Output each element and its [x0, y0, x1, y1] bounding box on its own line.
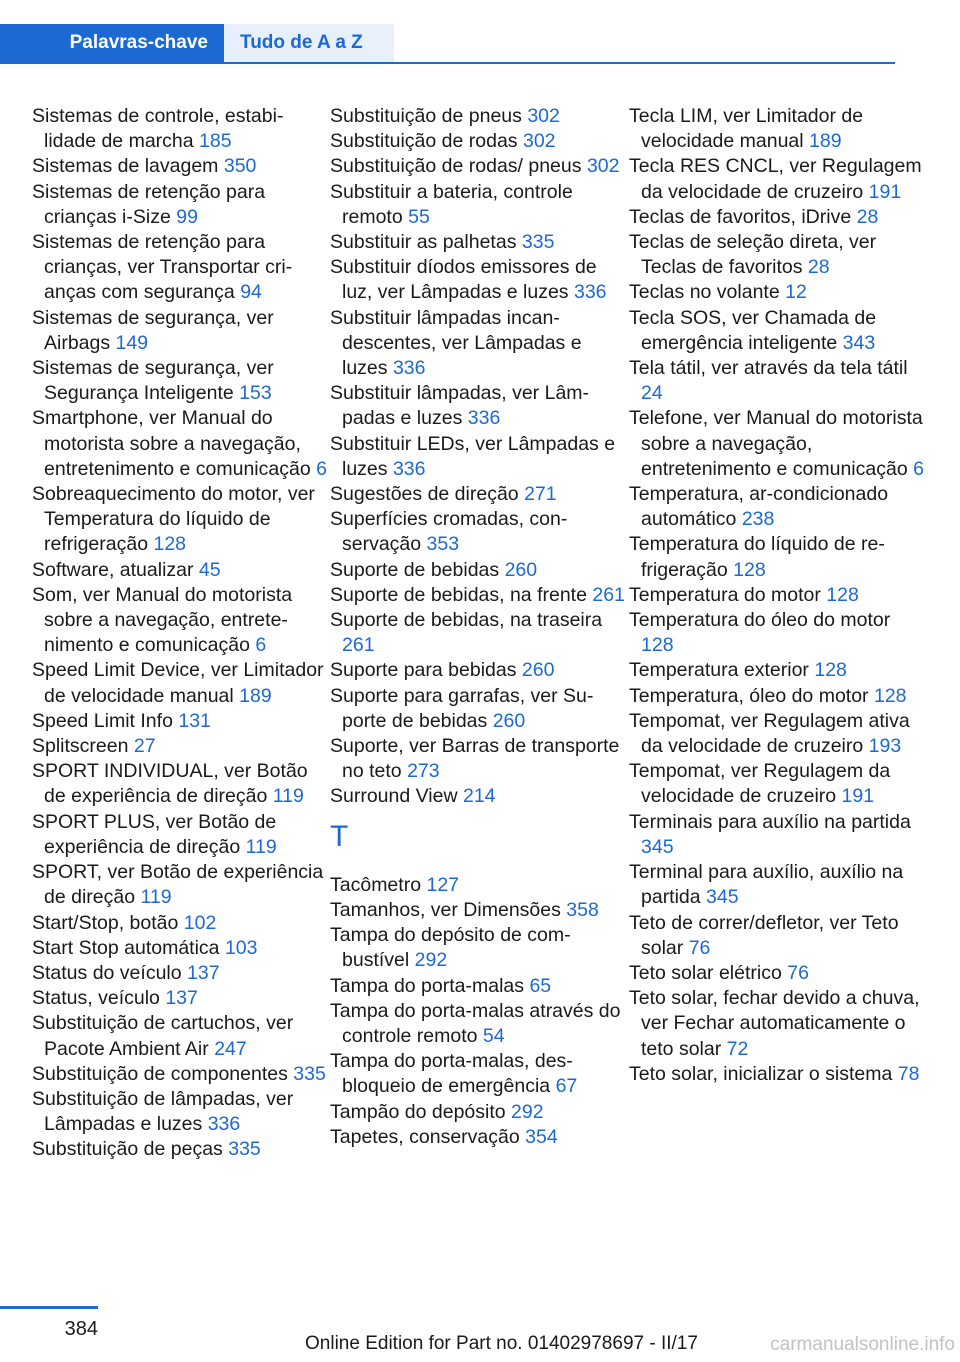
- entry-text: Tamanhos, ver Dimensões: [330, 898, 561, 921]
- page-reference-link[interactable]: 102: [183, 911, 217, 934]
- index-entry: [32, 583, 328, 659]
- entry-text: Sistemas de lavagem: [32, 155, 219, 178]
- index-entry: [330, 129, 626, 154]
- entry-text: Sistemas de segurança, ver Segurança Inteligente: [32, 357, 274, 405]
- index-entry: [32, 230, 328, 306]
- index-entry: [32, 986, 328, 1011]
- index-entry: [32, 936, 328, 961]
- page-reference-link[interactable]: 76: [787, 961, 809, 984]
- entry-text: Substituir LEDs, ver Lâmpadas e luzes: [330, 432, 616, 480]
- entry-text: Tampa do porta-malas: [330, 974, 525, 997]
- index-entry: [629, 306, 925, 356]
- entry-text: Suporte, ver Barras de transporte no teto: [330, 735, 620, 783]
- index-entry: [629, 356, 925, 406]
- entry-text: Smartphone, ver Manual do motorista sobre a navegação, entretenimento e comunicação: [32, 407, 311, 480]
- page-reference-link[interactable]: 99: [176, 205, 198, 228]
- page-reference-link[interactable]: 119: [245, 835, 277, 858]
- index-entry: [629, 104, 925, 154]
- page-reference-link[interactable]: 6: [913, 457, 924, 480]
- page-reference-link[interactable]: 103: [224, 936, 258, 959]
- index-entry: [330, 608, 626, 658]
- footer-rule: [0, 1306, 98, 1309]
- index-entry: [32, 558, 328, 583]
- index-entry: [32, 734, 328, 759]
- entry-text: Temperatura do líquido de refrigeração: [629, 533, 885, 581]
- edition-note: Online Edition for Part no. 01402978697 - II/17: [305, 1333, 698, 1354]
- page-reference-link[interactable]: 336: [392, 457, 426, 480]
- entry-text: Substituição de pneus: [330, 105, 522, 127]
- entry-text: Telefone, ver Manual do motorista sobre a navegação, entretenimento e comunicação: [629, 407, 923, 480]
- page-reference-link[interactable]: 302: [527, 105, 560, 127]
- entry-text: Suporte de bebidas, na traseira: [330, 609, 603, 632]
- index-entry: [32, 658, 328, 708]
- page-reference-link[interactable]: 54: [482, 1024, 505, 1047]
- entry-text: Tecla SOS, ver Chamada de emergência inteligente: [629, 306, 877, 354]
- index-entry: [330, 558, 626, 583]
- index-entry: [32, 709, 328, 734]
- entry-text: Suporte para bebidas: [330, 659, 517, 682]
- index-entry: [330, 898, 626, 923]
- watermark-logo: carmanualsonline.info: [770, 1334, 955, 1355]
- index-entry: [629, 532, 925, 582]
- page-reference-link[interactable]: 137: [165, 987, 198, 1010]
- index-entry: [32, 810, 328, 860]
- index-entry: [629, 709, 925, 759]
- entry-text: Sistemas de retenção para crianças i-Size: [32, 180, 266, 228]
- page-reference-link[interactable]: 260: [504, 558, 538, 581]
- index-entry: [32, 1087, 328, 1137]
- index-entry: [629, 406, 925, 482]
- page-reference-link[interactable]: 273: [407, 760, 440, 783]
- entry-text: Tampão do depósito: [330, 1100, 506, 1123]
- page-number: 384: [64, 1318, 98, 1340]
- index-entry: [330, 180, 626, 230]
- entry-text: Suporte para garrafas, ver Suporte de bebidas: [330, 684, 594, 732]
- entry-text: Substituição de componentes: [32, 1062, 288, 1085]
- entry-text: Start Stop automática: [32, 936, 220, 959]
- index-entry: [629, 961, 925, 986]
- index-entry: [330, 381, 626, 431]
- page-reference-link[interactable]: 260: [492, 709, 526, 732]
- index-entry: [330, 583, 626, 608]
- index-entry: [629, 684, 925, 709]
- page-reference-link[interactable]: 191: [841, 785, 875, 808]
- entry-text: Substituir lâmpadas incandescentes, ver Lâmpadas e luzes: [330, 306, 582, 380]
- index-entry: [32, 154, 328, 179]
- section-letter-heading: T: [330, 819, 349, 853]
- page-reference-link[interactable]: 214: [462, 785, 496, 808]
- entry-text: Substituir as palhetas: [330, 231, 517, 254]
- entry-text: Tacômetro: [330, 873, 422, 896]
- page-reference-link[interactable]: 260: [521, 659, 555, 682]
- page-reference-link[interactable]: 76: [688, 936, 711, 959]
- entry-text: Substituição de rodas: [330, 130, 518, 153]
- index-entry: [32, 406, 328, 482]
- entry-text: Tecla LIM, ver Limitador de velocidade manual: [629, 105, 864, 153]
- page-reference-link[interactable]: 191: [868, 180, 902, 203]
- page-reference-link[interactable]: 358: [566, 898, 599, 921]
- index-entry: [32, 482, 328, 558]
- page-reference-link[interactable]: 336: [207, 1113, 241, 1136]
- index-entry: [629, 608, 925, 658]
- entry-text: Status do veículo: [32, 961, 182, 984]
- index-entry: [32, 860, 328, 910]
- entry-text: Sistemas de retenção para crianças, ver Transportar crianças com segurança: [32, 231, 293, 304]
- page-reference-link[interactable]: 345: [641, 835, 674, 858]
- entry-text: Sistemas de segurança, ver Airbags: [32, 306, 274, 354]
- entry-text: Tampa do porta-malas através do controle remoto: [330, 999, 621, 1047]
- entry-text: Sistemas de controle, estabilidade de marcha: [32, 105, 284, 153]
- page-reference-link[interactable]: 12: [785, 281, 807, 304]
- page-reference-link[interactable]: 336: [573, 281, 607, 304]
- index-entry: [629, 986, 925, 1062]
- index-entry: [330, 658, 626, 683]
- index-entry: [32, 1011, 328, 1061]
- page-reference-link[interactable]: 335: [521, 231, 555, 254]
- entry-text: Teto solar elétrico: [629, 961, 782, 984]
- entry-text: Substituição de peças: [32, 1138, 223, 1161]
- page-reference-link[interactable]: 128: [873, 684, 907, 707]
- index-entry: [32, 104, 328, 154]
- index-entry: [330, 1100, 626, 1125]
- page-reference-link[interactable]: 128: [153, 533, 187, 556]
- page-reference-link[interactable]: 131: [178, 709, 211, 732]
- entry-text: Substituição de lâmpadas, ver Lâmpadas e luzes: [32, 1087, 294, 1136]
- entry-text: Splitscreen: [32, 735, 129, 758]
- entry-text: Teto solar, inicializar o sistema: [629, 1062, 893, 1085]
- page-reference-link[interactable]: 353: [426, 533, 460, 556]
- index-entry: [330, 1125, 626, 1150]
- index-entry: [330, 734, 626, 784]
- index-entry: [330, 230, 626, 255]
- page-reference-link[interactable]: 189: [809, 130, 842, 153]
- index-entry: [330, 923, 626, 973]
- entry-text: Tecla RES CNCL, ver Regulagem da velocidade de cruzeiro: [629, 155, 922, 203]
- entry-text: Temperatura exterior: [629, 659, 809, 682]
- page-reference-link[interactable]: 27: [133, 735, 156, 758]
- entry-text: Teclas no volante: [629, 281, 780, 304]
- page-reference-link[interactable]: 271: [524, 483, 557, 506]
- page-reference-link[interactable]: 6: [255, 634, 267, 657]
- page-reference-link[interactable]: 127: [426, 873, 460, 896]
- page-reference-link[interactable]: 189: [239, 684, 272, 707]
- index-entry: [32, 1062, 328, 1087]
- page-reference-link[interactable]: 128: [826, 583, 859, 606]
- index-entry: [330, 154, 626, 179]
- page-reference-link[interactable]: 24: [641, 382, 663, 405]
- index-entry: [629, 230, 925, 280]
- index-entry: [330, 255, 626, 305]
- entry-text: Som, ver Manual do motorista sobre a navegação, entretenimento e comunicação: [32, 583, 293, 657]
- entry-text: Teclas de seleção direta, ver Teclas de favoritos: [629, 231, 877, 279]
- page-reference-link[interactable]: 292: [511, 1100, 544, 1123]
- entry-text: Suporte de bebidas, na frente: [330, 583, 587, 606]
- index-column-3: [629, 104, 925, 1087]
- entry-text: Tela tátil, ver através da tela tátil: [629, 357, 908, 380]
- index-entry: [629, 911, 925, 961]
- index-entry: [32, 759, 328, 809]
- index-entry: [32, 306, 328, 356]
- entry-text: Sugestões de direção: [330, 483, 519, 506]
- page-reference-link[interactable]: 336: [392, 357, 426, 380]
- entry-text: SPORT PLUS, ver Botão de experiência de direção: [32, 810, 277, 858]
- tab-palavras-chave[interactable]: Palavras-chave: [0, 24, 224, 62]
- page-reference-link[interactable]: 261: [592, 583, 625, 606]
- page-reference-link[interactable]: 67: [555, 1075, 578, 1098]
- page-reference-link[interactable]: 302: [522, 130, 556, 153]
- index-entry: [32, 911, 328, 936]
- index-entry: [629, 759, 925, 809]
- page-reference-link[interactable]: 335: [228, 1138, 261, 1161]
- entry-text: Substituir a bateria, controle remoto: [330, 180, 573, 228]
- entry-text: Tempomat, ver Regulagem ativa da velocidade de cruzeiro: [629, 709, 910, 758]
- page-reference-link[interactable]: 292: [414, 949, 448, 972]
- entry-text: Suporte de bebidas: [330, 558, 500, 581]
- entry-text: Tampa do porta-malas, desbloqueio de emergência: [330, 1050, 573, 1098]
- page-reference-link[interactable]: 302: [586, 155, 620, 178]
- index-entry: [330, 104, 626, 129]
- page-reference-link[interactable]: 94: [240, 281, 262, 304]
- index-entry: [330, 974, 626, 999]
- index-entry: [629, 1062, 925, 1087]
- page-reference-link[interactable]: 119: [140, 886, 172, 909]
- page-reference-link[interactable]: 193: [868, 735, 902, 758]
- entry-text: Status, veículo: [32, 987, 160, 1010]
- entry-text: Temperatura do óleo do motor: [629, 609, 891, 632]
- entry-text: SPORT, ver Botão de experiência de direção: [32, 861, 324, 909]
- index-entry: [32, 1137, 328, 1162]
- page-reference-link[interactable]: 149: [115, 331, 149, 354]
- entry-text: Tempomat, ver Regulagem da velocidade de cruzeiro: [629, 760, 891, 808]
- entry-text: Teto de correr/defletor, ver Teto solar: [629, 911, 899, 959]
- entry-text: Superfícies cromadas, conservação: [330, 508, 568, 556]
- entry-text: Teclas de favoritos, iDrive: [629, 205, 852, 228]
- entry-text: Sobreaquecimento do motor, ver Temperatura do líquido de refrigeração: [32, 483, 315, 556]
- entry-text: Tapetes, conservação: [330, 1125, 520, 1148]
- entry-text: Temperatura do motor: [629, 583, 821, 606]
- index-entry: [330, 507, 626, 557]
- page-reference-link[interactable]: 72: [726, 1037, 749, 1060]
- index-entry: [330, 432, 626, 482]
- entry-text: SPORT INDIVIDUAL, ver Botão de experiência de direção: [32, 760, 308, 808]
- page-reference-link[interactable]: 336: [467, 407, 501, 430]
- index-entry: [629, 154, 925, 204]
- page-reference-link[interactable]: 65: [529, 974, 552, 997]
- entry-text: Substituição de rodas/ pneus: [330, 155, 582, 178]
- entry-text: Substituir lâmpadas, ver Lâmpadas e luzes: [330, 382, 590, 430]
- index-entry: [629, 658, 925, 683]
- page-reference-link[interactable]: 350: [223, 155, 257, 178]
- index-entry: [330, 999, 626, 1049]
- tab-tudo-de-a-a-z[interactable]: Tudo de A a Z: [224, 24, 394, 62]
- entry-text: Speed Limit Device, ver Limitador de velocidade manual: [32, 659, 324, 707]
- page-reference-link[interactable]: 137: [187, 961, 220, 984]
- entry-text: Terminais para auxílio na partida: [629, 810, 911, 833]
- page-reference-link[interactable]: 343: [842, 331, 876, 354]
- page-reference-link[interactable]: 261: [342, 634, 375, 657]
- index-entry: [330, 1049, 626, 1099]
- page-reference-link[interactable]: 128: [641, 634, 674, 657]
- index-entry: [330, 482, 626, 507]
- header-tab-bar: [0, 24, 895, 64]
- page-reference-link[interactable]: 128: [814, 659, 847, 682]
- index-entry: [32, 961, 328, 986]
- page-reference-link[interactable]: 153: [239, 382, 272, 405]
- index-entry: [629, 810, 925, 860]
- entry-text: Temperatura, óleo do motor: [629, 684, 869, 707]
- index-entry: [629, 280, 925, 305]
- index-entry: [330, 784, 626, 809]
- entry-text: Temperatura, ar-condicionado automático: [629, 483, 889, 531]
- entry-text: Speed Limit Info: [32, 709, 173, 732]
- page-reference-link[interactable]: 185: [199, 130, 232, 153]
- index-entry: [330, 684, 626, 734]
- entry-text: Surround View: [330, 785, 458, 808]
- page-reference-link[interactable]: 28: [807, 256, 830, 279]
- page-reference-link[interactable]: 6: [316, 457, 327, 480]
- index-entry: [330, 873, 626, 898]
- page-reference-link[interactable]: 354: [525, 1125, 558, 1148]
- index-column-1: [32, 104, 328, 1163]
- index-entry: [629, 205, 925, 230]
- index-entry: [629, 860, 925, 910]
- page-reference-link[interactable]: 247: [214, 1037, 247, 1060]
- index-column-2: [330, 104, 626, 1150]
- page-reference-link[interactable]: 28: [856, 205, 879, 228]
- page-reference-link[interactable]: 128: [733, 558, 766, 581]
- page-reference-link[interactable]: 119: [272, 785, 304, 808]
- entry-text: Tampa do depósito de combustível: [330, 924, 571, 972]
- page-reference-link[interactable]: 335: [293, 1062, 326, 1085]
- index-entry: [629, 482, 925, 532]
- entry-text: Substituição de cartuchos, ver Pacote Ambient Air: [32, 1012, 294, 1060]
- page-reference-link[interactable]: 238: [741, 508, 775, 531]
- page-reference-link[interactable]: 55: [408, 205, 430, 228]
- entry-text: Substituir díodos emissores de luz, ver Lâmpadas e luzes: [330, 256, 597, 304]
- entry-text: Software, atualizar: [32, 558, 194, 581]
- page-reference-link[interactable]: 345: [706, 886, 739, 909]
- entry-text: Terminal para auxílio, auxílio na partida: [629, 861, 904, 909]
- index-entry: [32, 180, 328, 230]
- page-reference-link[interactable]: 78: [897, 1062, 920, 1085]
- index-entry: [32, 356, 328, 406]
- index-entry: [629, 583, 925, 608]
- index-entry: [330, 306, 626, 382]
- entry-text: Teto solar, fechar devido a chuva, ver Fechar automaticamente o teto solar: [629, 987, 920, 1060]
- page-reference-link[interactable]: 45: [198, 558, 221, 581]
- entry-text: Start/Stop, botão: [32, 911, 179, 934]
